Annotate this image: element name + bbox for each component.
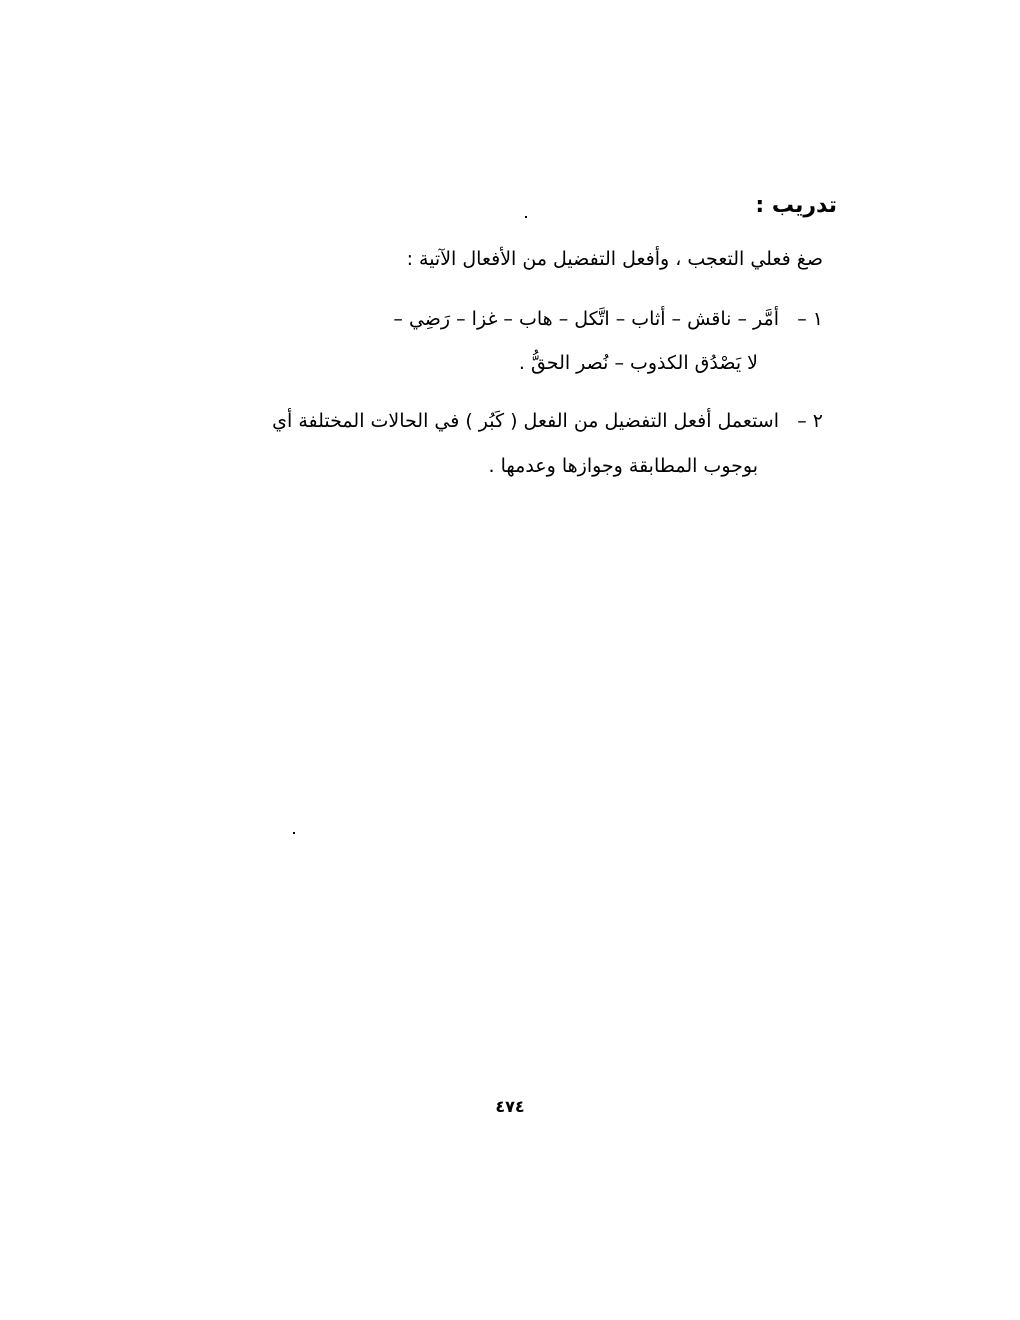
exercise-heading: تدريب : <box>755 193 837 218</box>
exercise-item-1-continuation: لا يَصْدُق الكذوب – نُصر الحقُّ . <box>518 352 758 374</box>
scan-speck <box>293 832 295 834</box>
exercise-item-text: استعمل أفعل التفضيل من الفعل ( كَبُر ) في الحالات المختلفة أي <box>272 410 779 432</box>
exercise-item-number: ١ – <box>797 308 823 330</box>
scan-speck <box>525 216 527 218</box>
exercise-item-2-continuation: بوجوب المطابقة وجوازها وعدمها . <box>488 455 758 477</box>
exercise-instruction: صغ فعلي التعجب ، وأفعل التفضيل من الأفعال الآتية : <box>406 248 823 270</box>
exercise-item-2 <box>272 410 823 432</box>
exercise-item-1 <box>393 308 823 330</box>
page-number: ٤٧٤ <box>495 1097 525 1116</box>
exercise-item-text: أمَّر – ناقش – أثاب – اتَّكل – هاب – غزا – رَضِي – <box>393 308 779 330</box>
exercise-item-number: ٢ – <box>797 410 823 432</box>
